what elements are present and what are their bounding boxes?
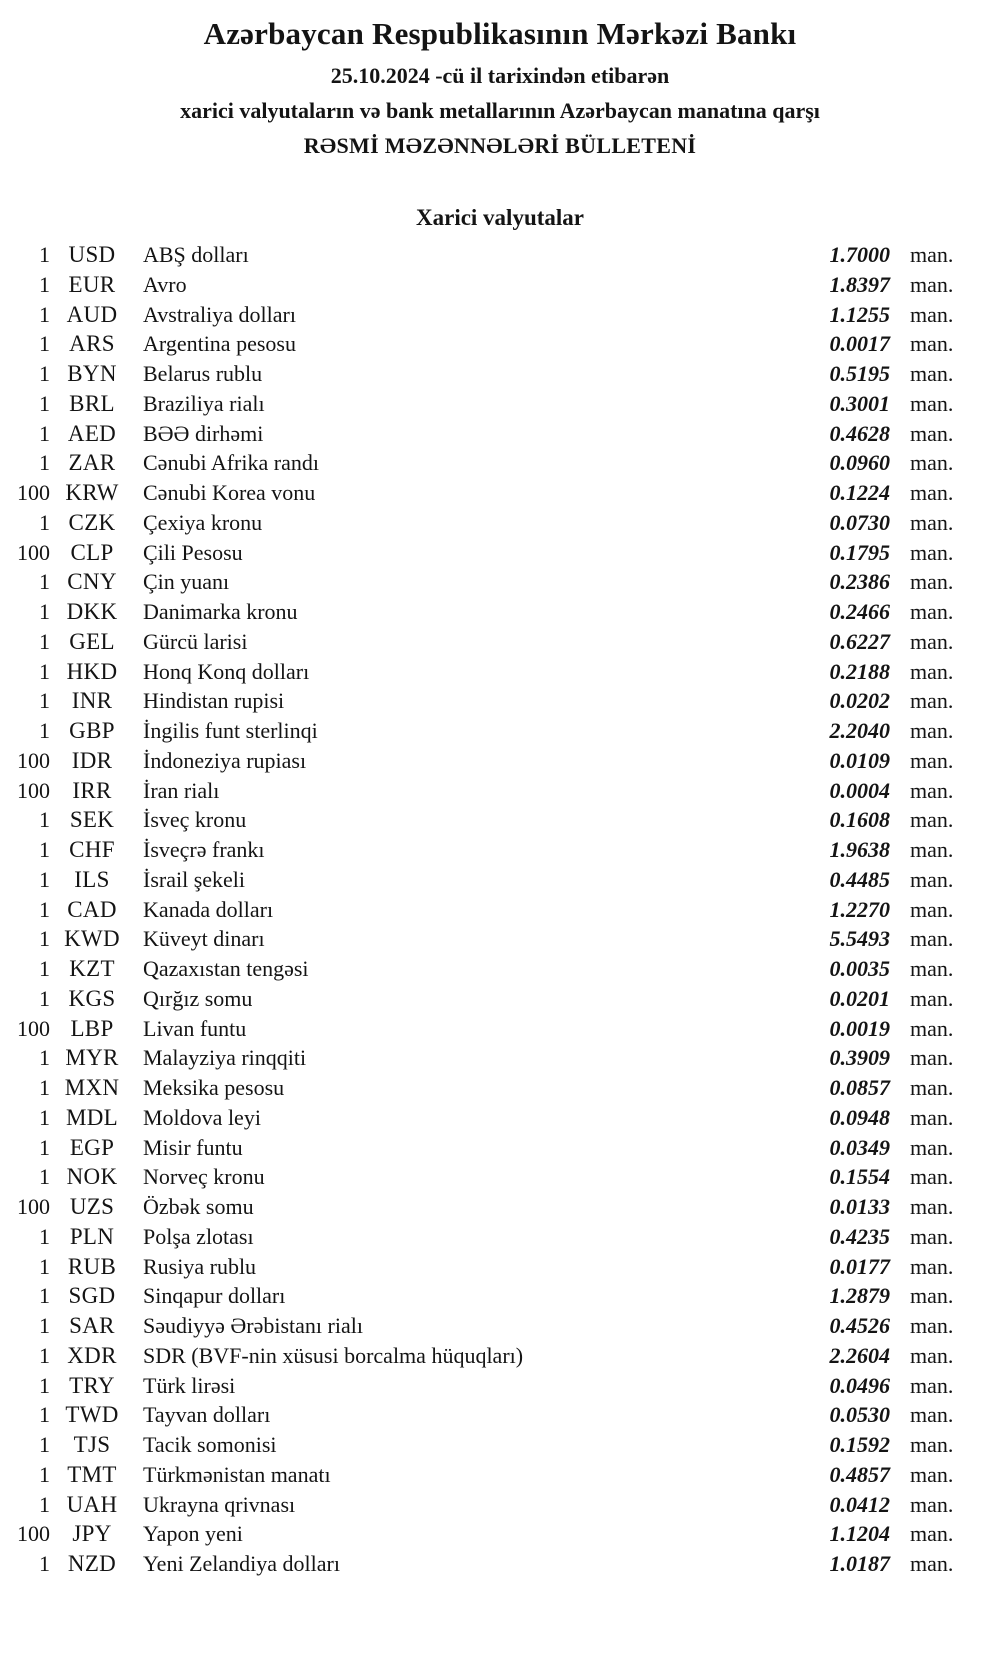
currency-quantity: 1 xyxy=(39,718,50,743)
currency-name: Ukrayna qrivnası xyxy=(143,1491,296,1517)
currency-quantity: 1 xyxy=(39,1313,50,1338)
currency-rate: 0.0530 xyxy=(829,1402,890,1428)
currency-rate: 0.1592 xyxy=(829,1432,890,1457)
currency-name: Gürcü larisi xyxy=(143,628,248,654)
currency-unit: man. xyxy=(910,1075,954,1100)
currency-name: Meksika pesosu xyxy=(143,1075,285,1100)
currency-quantity: 100 xyxy=(17,480,50,505)
rate-row xyxy=(0,835,1000,865)
currency-quantity: 1 xyxy=(39,926,50,952)
currency-quantity: 1 xyxy=(39,1432,50,1457)
currency-quantity: 1 xyxy=(39,420,50,446)
currency-name: Polşa zlotası xyxy=(143,1223,254,1249)
currency-code: MDL xyxy=(65,1104,118,1130)
currency-unit: man. xyxy=(910,747,954,773)
currency-unit: man. xyxy=(910,569,954,595)
currency-code: AED xyxy=(67,420,117,446)
currency-name: Qazaxıstan tengəsi xyxy=(143,956,309,981)
currency-code: RUB xyxy=(67,1253,117,1279)
currency-name: Yeni Zelandiya dolları xyxy=(143,1551,340,1576)
currency-rate: 0.1795 xyxy=(829,539,890,565)
currency-rate: 0.4857 xyxy=(829,1461,890,1487)
currency-code: XDR xyxy=(67,1342,117,1368)
currency-name: Malayziya rinqqiti xyxy=(143,1045,307,1071)
currency-quantity: 1 xyxy=(39,361,50,386)
currency-rate: 0.2386 xyxy=(829,569,890,595)
currency-name: Türk lirəsi xyxy=(143,1372,236,1398)
currency-name: Avro xyxy=(143,271,187,297)
currency-code: ARS xyxy=(69,331,115,357)
currency-unit: man. xyxy=(910,480,954,505)
currency-name: Belarus rublu xyxy=(143,361,263,386)
rate-row xyxy=(0,270,1000,300)
rate-row xyxy=(0,597,1000,627)
currency-code: KZT xyxy=(69,956,115,981)
currency-code: IRR xyxy=(72,777,112,803)
currency-code: BRL xyxy=(69,390,115,416)
currency-rate: 0.2466 xyxy=(829,599,890,624)
currency-code: SEK xyxy=(69,807,115,833)
currency-name: Kanada dolları xyxy=(143,896,274,922)
currency-rate: 0.0948 xyxy=(829,1104,890,1130)
rate-row xyxy=(0,657,1000,687)
currency-rate: 0.0035 xyxy=(829,956,890,981)
currency-code: HKD xyxy=(66,658,118,684)
rate-row xyxy=(0,1460,1000,1490)
currency-code: SGD xyxy=(68,1283,116,1309)
rate-row xyxy=(0,478,1000,508)
currency-unit: man. xyxy=(910,271,954,297)
currency-rate: 0.0857 xyxy=(829,1075,890,1100)
currency-code: PLN xyxy=(69,1223,115,1249)
currency-rate: 1.8397 xyxy=(829,271,890,297)
currency-rate: 1.9638 xyxy=(829,837,890,862)
rate-row xyxy=(0,805,1000,835)
currency-rate: 0.0201 xyxy=(829,985,890,1011)
currency-quantity: 1 xyxy=(39,1461,50,1487)
currency-name: Özbək somu xyxy=(143,1194,254,1219)
currency-unit: man. xyxy=(910,896,954,922)
currency-unit: man. xyxy=(910,837,954,862)
currency-code: SAR xyxy=(69,1313,115,1338)
rate-row xyxy=(0,538,1000,568)
rate-row xyxy=(0,567,1000,597)
currency-rate: 0.4235 xyxy=(829,1223,890,1249)
currency-unit: man. xyxy=(910,509,954,535)
currency-name: Argentina pesosu xyxy=(143,331,296,357)
currency-unit: man. xyxy=(910,539,954,565)
currency-unit: man. xyxy=(910,926,954,952)
rate-row xyxy=(0,359,1000,389)
rate-row xyxy=(0,776,1000,806)
rate-row xyxy=(0,1222,1000,1252)
currency-unit: man. xyxy=(910,807,954,833)
currency-code: CLP xyxy=(70,539,114,565)
currency-code: AUD xyxy=(66,301,118,327)
currency-name: Səudiyyə Ərəbistanı rialı xyxy=(143,1313,363,1338)
currency-quantity: 1 xyxy=(39,301,50,327)
currency-rate: 0.0133 xyxy=(829,1194,890,1219)
currency-unit: man. xyxy=(910,688,954,714)
rate-row xyxy=(0,954,1000,984)
currency-rate: 0.5195 xyxy=(829,361,890,386)
rate-row xyxy=(0,865,1000,895)
bulletin-header xyxy=(0,16,1000,159)
currency-unit: man. xyxy=(910,361,954,386)
currency-rate: 0.1608 xyxy=(829,807,890,833)
currency-unit: man. xyxy=(910,1432,954,1457)
currency-code: TJS xyxy=(73,1432,111,1457)
currency-name: Rusiya rublu xyxy=(143,1253,257,1279)
currency-quantity: 1 xyxy=(39,1223,50,1249)
currency-rate: 0.4526 xyxy=(829,1313,890,1338)
currency-code: BYN xyxy=(67,361,117,386)
currency-rate: 0.0496 xyxy=(829,1372,890,1398)
rate-row xyxy=(0,1400,1000,1430)
rate-row xyxy=(0,329,1000,359)
currency-quantity: 1 xyxy=(39,896,50,922)
currency-rate: 0.0017 xyxy=(829,331,890,357)
currency-code: MXN xyxy=(64,1075,120,1100)
currency-unit: man. xyxy=(910,777,954,803)
currency-code: TMT xyxy=(67,1461,117,1487)
rate-row xyxy=(0,1341,1000,1371)
currency-quantity: 100 xyxy=(17,1521,50,1547)
currency-name: BƏƏ dirhəmi xyxy=(143,420,264,446)
currency-unit: man. xyxy=(910,1223,954,1249)
currency-code: CNY xyxy=(67,569,117,595)
rate-row xyxy=(0,419,1000,449)
currency-quantity: 1 xyxy=(39,331,50,357)
currency-name: Sinqapur dolları xyxy=(143,1283,286,1309)
rate-row xyxy=(0,1371,1000,1401)
currency-name: Küveyt dinarı xyxy=(143,926,265,952)
currency-name: Cənubi Korea vonu xyxy=(143,480,316,505)
currency-rate: 0.4628 xyxy=(829,420,890,446)
currency-unit: man. xyxy=(910,1104,954,1130)
currency-name: Avstraliya dolları xyxy=(143,301,296,327)
currency-code: ILS xyxy=(74,866,110,892)
rate-row xyxy=(0,1252,1000,1282)
currency-rate: 1.1255 xyxy=(829,301,890,327)
currency-name: İsveç kronu xyxy=(143,807,247,833)
currency-rate: 2.2604 xyxy=(829,1342,890,1368)
currency-quantity: 1 xyxy=(39,956,50,981)
currency-unit: man. xyxy=(910,985,954,1011)
currency-unit: man. xyxy=(910,599,954,624)
currency-rate: 0.0730 xyxy=(829,509,890,535)
currency-code: DKK xyxy=(66,599,118,624)
currency-unit: man. xyxy=(910,1045,954,1071)
rate-row xyxy=(0,1103,1000,1133)
currency-code: UZS xyxy=(69,1194,115,1219)
currency-rate: 0.0004 xyxy=(829,777,890,803)
rate-row xyxy=(0,1043,1000,1073)
currency-rate: 0.0960 xyxy=(829,450,890,476)
rate-row xyxy=(0,746,1000,776)
currency-quantity: 1 xyxy=(39,1075,50,1100)
currency-unit: man. xyxy=(910,1521,954,1547)
currency-code: NZD xyxy=(67,1551,117,1576)
currency-unit: man. xyxy=(910,1164,954,1190)
currency-quantity: 1 xyxy=(39,1283,50,1309)
currency-quantity: 1 xyxy=(39,509,50,535)
currency-code: CAD xyxy=(67,896,117,922)
currency-rate: 0.6227 xyxy=(829,628,890,654)
currency-name: İsrail şekeli xyxy=(143,866,246,892)
currency-name: Misir funtu xyxy=(143,1134,243,1160)
currency-quantity: 1 xyxy=(39,1372,50,1398)
currency-quantity: 100 xyxy=(17,1015,50,1041)
rate-row xyxy=(0,1192,1000,1222)
currency-rate: 0.4485 xyxy=(829,866,890,892)
rate-row xyxy=(0,300,1000,330)
currency-code: TWD xyxy=(65,1402,119,1428)
currency-quantity: 1 xyxy=(39,1045,50,1071)
rate-row xyxy=(0,240,1000,270)
currency-rate: 1.7000 xyxy=(829,242,890,267)
currency-rate: 0.0109 xyxy=(829,747,890,773)
currency-quantity: 1 xyxy=(39,1164,50,1190)
currency-name: SDR (BVF-nin xüsusi borcalma hüquqları) xyxy=(143,1342,524,1368)
currency-name: Honq Konq dolları xyxy=(143,658,310,684)
currency-code: GEL xyxy=(69,628,115,654)
currency-quantity: 1 xyxy=(39,866,50,892)
currency-quantity: 1 xyxy=(39,390,50,416)
bulletin-subtitle: xarici valyutaların və bank metallarının Azərbaycan manatına qarşı xyxy=(180,98,820,123)
currency-quantity: 1 xyxy=(39,658,50,684)
currency-unit: man. xyxy=(910,1551,954,1576)
rate-row xyxy=(0,1490,1000,1520)
currency-quantity: 1 xyxy=(39,599,50,624)
rate-row xyxy=(0,1133,1000,1163)
rate-row xyxy=(0,1162,1000,1192)
currency-unit: man. xyxy=(910,1015,954,1041)
currency-code: UAH xyxy=(66,1491,118,1517)
rate-row xyxy=(0,508,1000,538)
currency-unit: man. xyxy=(910,1313,954,1338)
currency-code: KGS xyxy=(68,985,116,1011)
currency-name: Hindistan rupisi xyxy=(143,688,285,714)
currency-name: Danimarka kronu xyxy=(143,599,298,624)
currency-code: GBP xyxy=(69,718,115,743)
currency-quantity: 100 xyxy=(17,747,50,773)
currency-rate: 1.1204 xyxy=(829,1521,890,1547)
currency-rate: 0.1554 xyxy=(829,1164,890,1190)
currency-name: ABŞ dolları xyxy=(143,242,249,267)
currency-rate: 0.3909 xyxy=(829,1045,890,1071)
currency-name: Livan funtu xyxy=(143,1015,247,1041)
currency-quantity: 100 xyxy=(17,1194,50,1219)
currency-quantity: 100 xyxy=(17,539,50,565)
bulletin-title: RƏSMİ MƏZƏNNƏLƏRİ BÜLLETENİ xyxy=(303,133,697,158)
currency-code: KRW xyxy=(65,480,119,505)
currency-unit: man. xyxy=(910,450,954,476)
currency-code: IDR xyxy=(71,747,113,773)
currency-quantity: 1 xyxy=(39,837,50,862)
rate-row xyxy=(0,1073,1000,1103)
currency-name: Qırğız somu xyxy=(143,985,253,1011)
bank-title: Azərbaycan Respublikasının Mərkəzi Bankı xyxy=(203,16,797,51)
currency-unit: man. xyxy=(910,956,954,981)
currency-code: TRY xyxy=(69,1372,115,1398)
currency-quantity: 1 xyxy=(39,1104,50,1130)
currency-code: USD xyxy=(68,242,116,267)
rate-row xyxy=(0,389,1000,419)
currency-code: NOK xyxy=(66,1164,118,1190)
currency-name: Tayvan dolları xyxy=(143,1402,271,1428)
currency-quantity: 1 xyxy=(39,1551,50,1576)
currency-unit: man. xyxy=(910,420,954,446)
currency-name: Norveç kronu xyxy=(143,1164,265,1190)
currency-unit: man. xyxy=(910,1342,954,1368)
currency-code: KWD xyxy=(64,926,120,952)
rate-row xyxy=(0,448,1000,478)
rate-row xyxy=(0,1281,1000,1311)
currency-unit: man. xyxy=(910,718,954,743)
currency-quantity: 1 xyxy=(39,242,50,267)
rate-row xyxy=(0,627,1000,657)
currency-quantity: 100 xyxy=(17,777,50,803)
currency-rate: 5.5493 xyxy=(829,926,890,952)
currency-unit: man. xyxy=(910,1491,954,1517)
currency-rate: 2.2040 xyxy=(829,718,890,743)
section-title-foreign-currencies: Xarici valyutalar xyxy=(416,205,584,230)
currency-unit: man. xyxy=(910,301,954,327)
currency-rate: 0.1224 xyxy=(829,480,890,505)
currency-quantity: 1 xyxy=(39,271,50,297)
currency-name: Braziliya rialı xyxy=(143,390,265,416)
currency-name: Tacik somonisi xyxy=(143,1432,277,1457)
currency-unit: man. xyxy=(910,628,954,654)
currency-quantity: 1 xyxy=(39,807,50,833)
rate-row xyxy=(0,895,1000,925)
currency-quantity: 1 xyxy=(39,1253,50,1279)
currency-code: CZK xyxy=(68,509,116,535)
rate-row xyxy=(0,716,1000,746)
rate-row xyxy=(0,984,1000,1014)
currency-quantity: 1 xyxy=(39,628,50,654)
currency-name: Türkmənistan manatı xyxy=(143,1461,331,1487)
rate-row xyxy=(0,924,1000,954)
currency-unit: man. xyxy=(910,1461,954,1487)
currency-code: LBP xyxy=(70,1015,114,1041)
rate-row xyxy=(0,1549,1000,1579)
currency-name: Yapon yeni xyxy=(143,1521,243,1547)
currency-quantity: 1 xyxy=(39,450,50,476)
currency-rate: 0.0019 xyxy=(829,1015,890,1041)
currency-unit: man. xyxy=(910,1283,954,1309)
currency-name: İngilis funt sterlinqi xyxy=(143,718,318,743)
currency-code: JPY xyxy=(72,1521,112,1547)
rate-row xyxy=(0,1430,1000,1460)
currency-rate: 1.0187 xyxy=(829,1551,890,1576)
currency-unit: man. xyxy=(910,242,954,267)
currency-quantity: 1 xyxy=(39,985,50,1011)
rate-row xyxy=(0,1311,1000,1341)
currency-name: Çili Pesosu xyxy=(143,539,243,565)
currency-unit: man. xyxy=(910,658,954,684)
rate-row xyxy=(0,1014,1000,1044)
rate-row xyxy=(0,686,1000,716)
rate-row xyxy=(0,1519,1000,1549)
currency-unit: man. xyxy=(910,1134,954,1160)
currency-code: EUR xyxy=(68,271,116,297)
currency-unit: man. xyxy=(910,331,954,357)
currency-code: MYR xyxy=(65,1045,119,1071)
exchange-rates-table xyxy=(0,240,1000,1579)
currency-rate: 0.0412 xyxy=(829,1491,890,1517)
currency-code: CHF xyxy=(69,837,115,862)
currency-unit: man. xyxy=(910,1253,954,1279)
currency-name: İndoneziya rupiası xyxy=(143,747,307,773)
currency-rate: 0.3001 xyxy=(829,390,890,416)
currency-rate: 0.0349 xyxy=(829,1134,890,1160)
currency-unit: man. xyxy=(910,866,954,892)
currency-code: ZAR xyxy=(68,450,116,476)
currency-rate: 1.2879 xyxy=(829,1283,890,1309)
currency-name: Moldova leyi xyxy=(143,1104,261,1130)
currency-unit: man. xyxy=(910,1402,954,1428)
currency-unit: man. xyxy=(910,1372,954,1398)
effective-date: 25.10.2024 -cü il tarixindən etibarən xyxy=(330,63,670,88)
currency-rate: 1.2270 xyxy=(829,896,890,922)
currency-quantity: 1 xyxy=(39,1134,50,1160)
currency-name: Çin yuanı xyxy=(143,569,230,595)
currency-name: Çexiya kronu xyxy=(143,509,263,535)
currency-rate: 0.0177 xyxy=(829,1253,890,1279)
currency-quantity: 1 xyxy=(39,569,50,595)
currency-name: Cənubi Afrika randı xyxy=(143,450,319,476)
currency-quantity: 1 xyxy=(39,688,50,714)
currency-code: EGP xyxy=(69,1134,115,1160)
currency-quantity: 1 xyxy=(39,1491,50,1517)
currency-quantity: 1 xyxy=(39,1402,50,1428)
currency-unit: man. xyxy=(910,1194,954,1219)
currency-rate: 0.0202 xyxy=(829,688,890,714)
currency-code: INR xyxy=(71,688,113,714)
currency-unit: man. xyxy=(910,390,954,416)
currency-name: İran rialı xyxy=(143,777,220,803)
currency-name: İsveçrə frankı xyxy=(143,837,265,862)
currency-rate: 0.2188 xyxy=(829,658,890,684)
currency-quantity: 1 xyxy=(39,1342,50,1368)
